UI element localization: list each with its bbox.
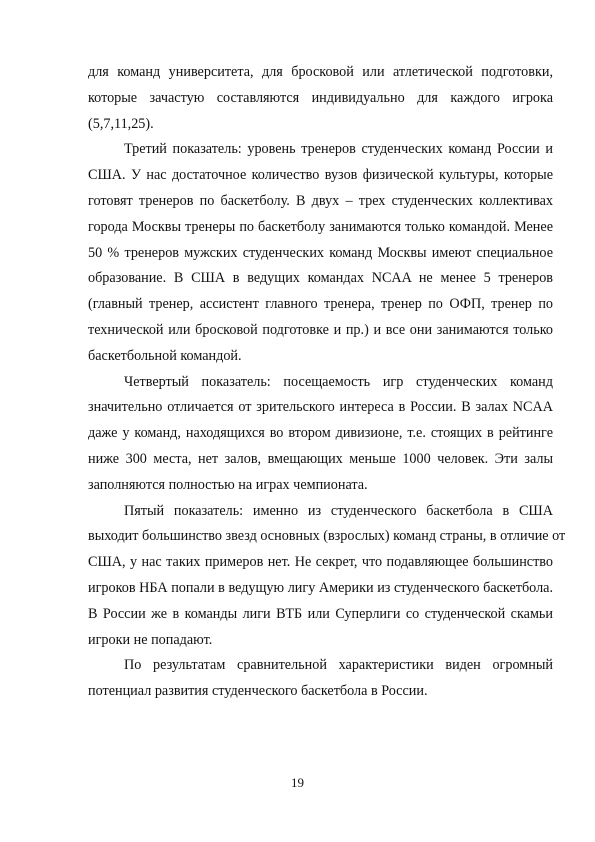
text-line: технической или бросковой подготовке и пр.) и все они занимаются только: [88, 321, 553, 338]
text-line: заполняются полностью на играх чемпионата.: [88, 476, 368, 493]
text-line: значительно отличается от зрительского интереса в России. В залах NCAA: [88, 399, 553, 416]
text-line: города Москвы тренеры по баскетболу занимаются только командой. Менее: [88, 218, 553, 235]
text-line: баскетбольной командой.: [88, 347, 242, 364]
text-line: США, у нас таких примеров нет. Не секрет, что подавляющее большинство: [88, 554, 553, 571]
text-line: По результатам сравнительной характеристики виден огромный: [124, 657, 553, 674]
text-line: ниже 300 места, нет залов, вмещающих меньше 1000 человек. Эти залы: [88, 450, 553, 467]
text-line: Пятый показатель: именно из студенческого баскетбола в США: [124, 502, 553, 519]
page-number: 19: [291, 775, 304, 790]
text-line: потенциал развития студенческого баскетбола в России.: [88, 683, 428, 700]
text-line: (5,7,11,25).: [88, 115, 154, 132]
text-line: (главный тренер, ассистент главного тренера, тренер по ОФП, тренер по: [88, 296, 553, 313]
text-line: Третий показатель: уровень тренеров студенческих команд России и: [124, 141, 553, 158]
text-line: США. У нас достаточное количество вузов физической культуры, которые: [88, 167, 553, 184]
text-line: даже у команд, находящихся во втором дивизионе, т.е. стоящих в рейтинге: [88, 425, 553, 442]
text-line: для команд университета, для бросковой или атлетической подготовки,: [88, 64, 553, 80]
paragraph-fifth-indicator: [88, 499, 566, 654]
paragraph-continuation: [88, 60, 553, 137]
text-line: готовят тренеров по баскетболу. В двух – трех студенческих коллективах: [88, 192, 553, 209]
paragraph-fourth-indicator: [88, 370, 553, 499]
text-line: В России же в команды лиги ВТБ или Суперлиги со студенческой скамьи: [88, 605, 553, 622]
text-line: выходит большинство звезд основных (взрослых) команд страны, в отличие от: [88, 528, 566, 545]
paragraph-third-indicator: [88, 137, 553, 369]
document-page: [88, 60, 566, 705]
text-line: которые зачастую составляются индивидуально для каждого игрока: [88, 89, 553, 106]
text-line: образование. В США в ведущих командах NCAA не менее 5 тренеров: [88, 270, 553, 287]
text-line: игроков НБА попали в ведущую лигу Америки из студенческого баскетбола.: [88, 579, 553, 596]
text-line: Четвертый показатель: посещаемость игр студенческих команд: [124, 373, 553, 390]
paragraph-conclusion: [88, 653, 553, 705]
text-line: игроки не попадают.: [88, 631, 213, 648]
text-line: 50 % тренеров мужских студенческих команд Москвы имеют специальное: [88, 244, 553, 261]
